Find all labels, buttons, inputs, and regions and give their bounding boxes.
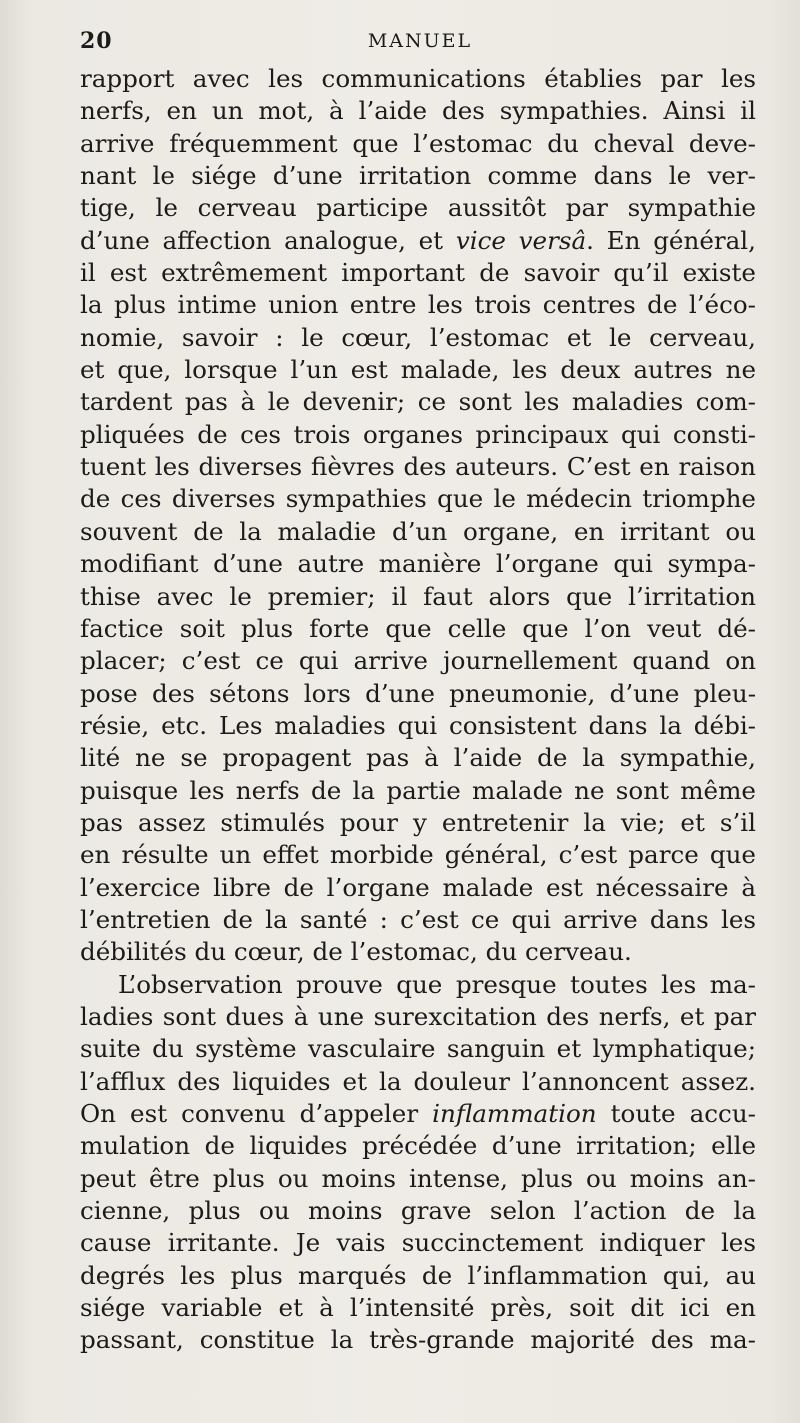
italic-term: vice versâ	[455, 225, 587, 255]
body-text	[80, 63, 756, 1357]
text-line: débilités du cœur, de l’estomac, du cerveau.	[80, 937, 632, 967]
text-line: souvent de la maladie d’un organe, en irritant ou	[80, 516, 756, 546]
text-line: nerfs, en un mot, à l’aide des sympathies. Ainsi il	[80, 96, 756, 126]
paragraph-2	[80, 969, 756, 1357]
text-line: tige, le cerveau participe aussitôt par sympathie	[80, 193, 756, 223]
text-line: rapport avec les communications établies par les	[80, 64, 756, 93]
text-line: lité ne se propagent pas à l’aide de la sympathie,	[80, 743, 756, 773]
page-number: 20	[80, 28, 113, 54]
text-line: placer; c’est ce qui arrive journellement quand on	[80, 646, 756, 676]
text-line: arrive fréquemment que l’estomac du cheval deve-	[80, 128, 756, 158]
text-line: résie, etc. Les maladies qui consistent dans la débi-	[80, 710, 756, 740]
text-line: l’exercice libre de l’organe malade est nécessaire à	[80, 872, 756, 902]
text-line: la plus intime union entre les trois centres de l’éco-	[80, 290, 756, 320]
text-line: puisque les nerfs de la partie malade ne sont même	[80, 775, 756, 805]
text-line: passant, constitue la très-grande majorité des ma-	[80, 1325, 756, 1355]
text-run: toute accu-	[610, 1099, 756, 1128]
text-line: en résulte un effet morbide général, c’est parce que	[80, 840, 756, 870]
text-line: mulation de liquides précédée d’une irritation; elle	[80, 1131, 756, 1161]
italic-term: inflammation	[432, 1099, 597, 1128]
text-line: nant le siége d’une irritation comme dans le ver-	[80, 161, 756, 191]
text-line: modifiant d’une autre manière l’organe qui sympa-	[80, 549, 756, 579]
text-line: tardent pas à le devenir; ce sont les maladies com-	[80, 387, 756, 417]
text-line: cause irritante. Je vais succinctement indiquer les	[80, 1228, 756, 1258]
paragraph-1	[80, 63, 756, 969]
text-line: pas assez stimulés pour y entretenir la vie; et s’il	[80, 807, 756, 837]
running-title: MANUEL	[367, 30, 473, 52]
text-line: et que, lorsque l’un est malade, les deux autres ne	[80, 355, 756, 385]
text-line: factice soit plus forte que celle que l’on veut dé-	[80, 613, 756, 643]
text-line: l’entretien de la santé : c’est ce qui arrive dans les	[80, 904, 756, 934]
text-line: ladies sont dues à une surexcitation des nerfs, et par	[80, 1001, 756, 1031]
text-line: siége variable et à l’intensité près, soit dit ici en	[80, 1293, 756, 1323]
text-line: L’observation prouve que presque toutes les ma-	[118, 969, 756, 999]
text-run: . En général,	[586, 225, 756, 255]
text-line: pliquées de ces trois organes principaux qui consti-	[80, 419, 756, 449]
text-line: tuent les diverses fièvres des auteurs. C’est en raison	[80, 452, 756, 482]
text-line: pose des sétons lors d’une pneumonie, d’une pleu-	[80, 678, 756, 708]
text-line: peut être plus ou moins intense, plus ou moins an-	[80, 1163, 756, 1193]
text-line: nomie, savoir : le cœur, l’estomac et le cerveau,	[80, 322, 756, 352]
text-line	[80, 225, 756, 257]
text-line: suite du système vasculaire sanguin et lymphatique;	[80, 1034, 756, 1064]
text-run: On est convenu d’appeler	[80, 1099, 419, 1128]
text-line: degrés les plus marqués de l’inflammation qui, au	[80, 1260, 756, 1290]
text-line: il est extrêmement important de savoir qu’il existe	[80, 258, 756, 288]
page-header	[80, 22, 760, 62]
text-line: l’afflux des liquides et la douleur l’annoncent assez.	[80, 1066, 756, 1096]
text-line: thise avec le premier; il faut alors que l’irritation	[80, 581, 756, 611]
text-line	[80, 1098, 756, 1130]
text-run: d’une affection analogue, et	[80, 225, 444, 255]
text-line: de ces diverses sympathies que le médecin triomphe	[80, 484, 756, 514]
text-line: cienne, plus ou moins grave selon l’action de la	[80, 1196, 756, 1226]
